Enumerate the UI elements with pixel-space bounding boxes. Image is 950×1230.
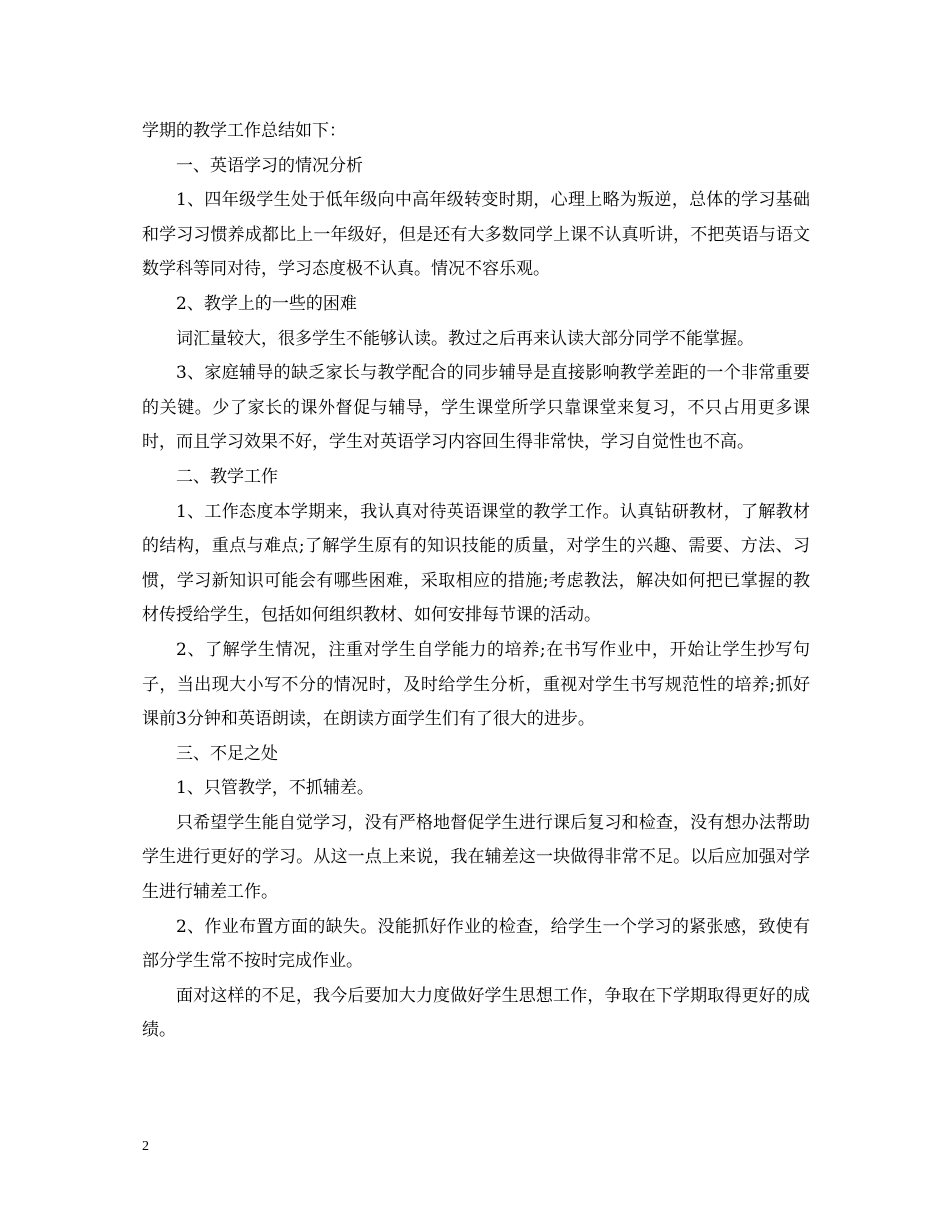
heading-english-learning-analysis: 一、英语学习的情况分析 bbox=[176, 155, 363, 176]
paragraph-grade-four-students: 1、四年级学生处于低年级向中高年级转变时期，心理上略为叛逆，总体的学习基础和学习习惯养成都比上一年级好，但是还有大多数同学上课不认真听讲，不把英语与语文数学科等同对待，学习态度极不认真。情况不容乐观。 bbox=[142, 190, 810, 280]
paragraph-understand-students: 2、了解学生情况，注重对学生自学能力的培养;在书写作业中，开始让学生抄写句子，当出现大小写不分的情况时，及时给学生分析，重视对学生书写规范性的培养;抓好课前3分钟和英语朗读，在朗读方面学生们有了很大的进步。 bbox=[142, 639, 810, 730]
paragraph-homework-shortcoming: 2、作业布置方面的缺失。没能抓好作业的检查，给学生一个学习的紧张感，致使有部分学生常不按时完成作业。 bbox=[142, 916, 810, 972]
paragraph-family-tutoring: 3、家庭辅导的缺乏家长与教学配合的同步辅导是直接影响教学差距的一个非常重要的关键。少了家长的课外督促与辅导，学生课堂所学只靠课堂来复习，不只占用更多课时，而且学习效果不好，学生对英语学习内容回生得非常快，学习自觉性也不高。 bbox=[142, 363, 810, 453]
heading-shortcomings: 三、不足之处 bbox=[176, 743, 278, 764]
paragraph-self-study-hope: 只希望学生能自觉学习，没有严格地督促学生进行课后复习和检查，没有想办法帮助学生进行更好的学习。从这一点上来说，我在辅差这一块做得非常不足。以后应加强对学生进行辅差工作。 bbox=[142, 812, 810, 903]
paragraph-vocabulary: 词汇量较大，很多学生不能够认读。教过之后再来认读大部分同学不能掌握。 bbox=[176, 328, 754, 349]
subheading-teaching-difficulties: 2、教学上的一些的困难 bbox=[176, 293, 357, 314]
subheading-only-teaching: 1、只管教学，不抓辅差。 bbox=[176, 778, 374, 799]
paragraph-intro: 学期的教学工作总结如下： bbox=[142, 121, 346, 141]
page-number: 2 bbox=[142, 1139, 149, 1154]
paragraph-work-attitude: 1、工作态度本学期来，我认真对待英语课堂的教学工作。认真钻研教材，了解教材的结构，重点与难点;了解学生原有的知识技能的质量，对学生的兴趣、需要、方法、习惯，学习新知识可能会有哪些困难，采取相应的措施;考虑教法，解决如何把已掌握的教材传授给学生，包括如何组织教材、如何安排每节课的活动。 bbox=[142, 501, 810, 626]
heading-teaching-work: 二、教学工作 bbox=[176, 466, 278, 487]
document-body bbox=[142, 114, 810, 1048]
paragraph-conclusion: 面对这样的不足，我今后要加大力度做好学生思想工作，争取在下学期取得更好的成绩。 bbox=[142, 985, 810, 1041]
